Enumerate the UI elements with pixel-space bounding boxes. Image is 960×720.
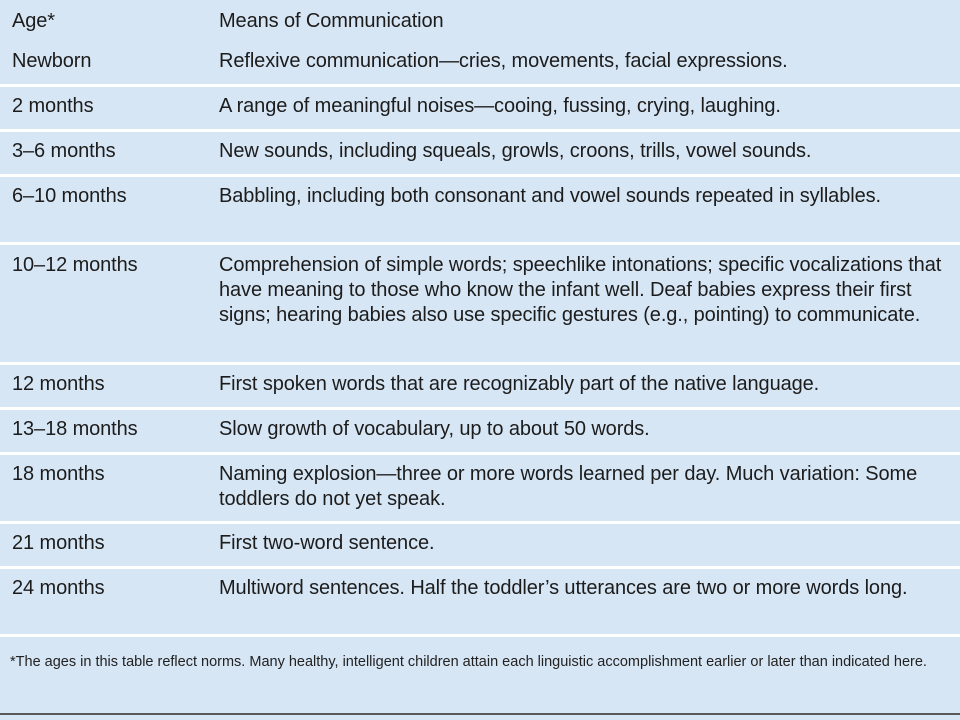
row-divider <box>0 242 960 245</box>
bottom-divider <box>0 713 960 715</box>
row-means: Naming explosion—three or more words learned per day. Much variation: Some toddlers do not yet speak. <box>219 463 918 510</box>
row-divider <box>0 362 960 365</box>
row-means: Reflexive communication—cries, movements, facial expressions. <box>219 50 788 72</box>
row-means: Babbling, including both consonant and vowel sounds repeated in syllables. <box>219 185 881 207</box>
row-age: 18 months <box>12 463 105 485</box>
row-divider <box>0 452 960 455</box>
row-means: New sounds, including squeals, growls, croons, trills, vowel sounds. <box>219 140 812 162</box>
row-divider <box>0 407 960 410</box>
row-age: 24 months <box>12 577 105 599</box>
row-age: Newborn <box>12 50 92 72</box>
row-means: A range of meaningful noises—cooing, fussing, crying, laughing. <box>219 95 781 117</box>
row-age: 21 months <box>12 532 105 554</box>
header-age: Age* <box>12 10 55 32</box>
row-divider <box>0 566 960 569</box>
row-age: 2 months <box>12 95 94 117</box>
row-means: First two-word sentence. <box>219 532 435 554</box>
row-divider <box>0 129 960 132</box>
row-age: 12 months <box>12 373 105 395</box>
row-divider <box>0 634 960 637</box>
row-age: 10–12 months <box>12 254 138 276</box>
row-age: 3–6 months <box>12 140 116 162</box>
row-means: First spoken words that are recognizably part of the native language. <box>219 373 820 395</box>
row-means: Slow growth of vocabulary, up to about 50 words. <box>219 418 650 440</box>
row-means: Multiword sentences. Half the toddler’s utterances are two or more words long. <box>219 577 908 599</box>
row-divider <box>0 174 960 177</box>
table-footnote: *The ages in this table reflect norms. Many healthy, intelligent children attain each linguistic accomplishment earlier or later than indicated here. <box>10 654 927 670</box>
row-age: 6–10 months <box>12 185 127 207</box>
row-age: 13–18 months <box>12 418 138 440</box>
header-means: Means of Communication <box>219 10 444 32</box>
row-divider <box>0 521 960 524</box>
row-divider <box>0 84 960 87</box>
row-means: Comprehension of simple words; speechlike intonations; specific vocalizations that have meaning to those who know the infant well. Deaf babies express their first signs; hearing babies also use specific gestures (e.g., pointing) to communicate. <box>219 254 942 326</box>
